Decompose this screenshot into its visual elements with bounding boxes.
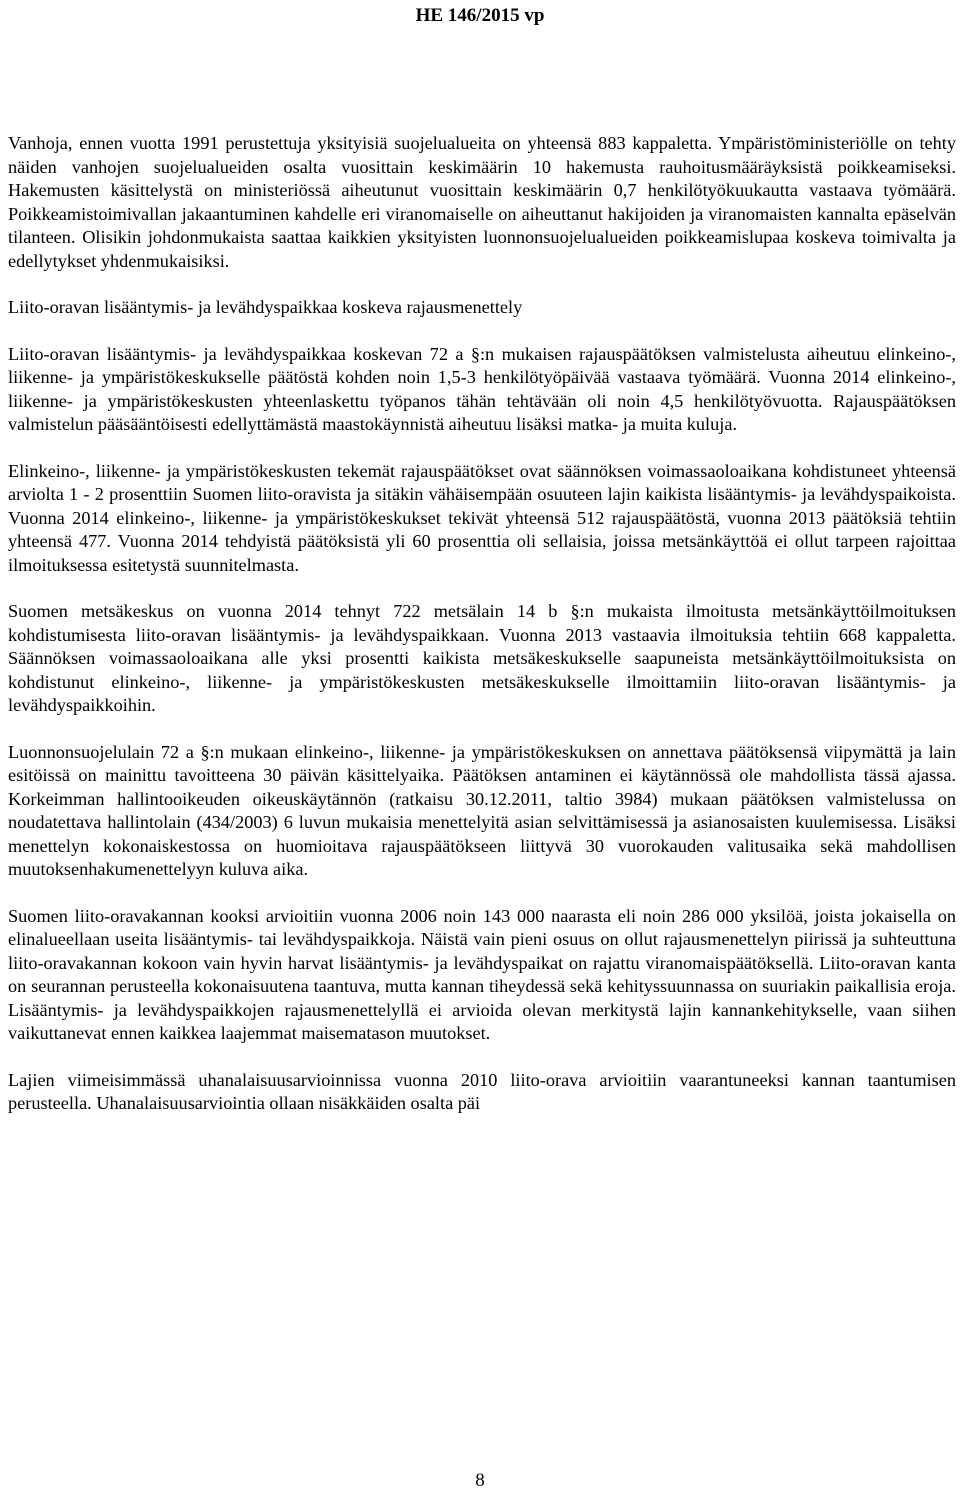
document-header: HE 146/2015 vp [415, 5, 545, 26]
paragraph-population-estimate: Suomen liito-oravakannan kooksi arvioitiin vuonna 2006 noin 143 000 naarasta eli noin 286 000 yksilöä, joista jokaisella on elinalueellaan useita lisääntymis- tai levähdyspaikkoja. Näistä vain pieni osuus on ollut rajausmenettelyn piirissä ja suhteuttuna liito-oravakannan kokoon vain hyvin harvat lisääntymis- ja levähdyspaikat on rajattu viranomaispäätöksellä. Liito-oravan kanta on seurannan perusteella kokonaisuutena taantuva, mutta kannan tiheydessä sekä kehityssuunnassa on suuriakin paikallisia eroja. Lisääntymis- ja levähdyspaikkojen rajausmenettelyllä ei arvioida olevan merkitystä lajin kannankehitykselle, vaan siihen vaikuttanevat ennen kaikkea laajemmat maisematason muutokset. [8, 905, 956, 1043]
paragraph-processing-time: Luonnonsuojelulain 72 a §:n mukaan elinkeino-, liikenne- ja ympäristökeskuksen on annettava päätöksensä viipymättä ja lain esitöissä on mainittu tavoitteena 30 päivän käsittelyaika. Päätöksen antaminen ei käytännössä ole mahdollista tässä ajassa. Korkeimman hallintooikeuden oikeuskäytännön (ratkaisu 30.12.2011, taltio 3984) mukaan päätöksen valmistelussa on noudatettava hallintolain (434/2003) 6 luvun mukaisia menettelyitä asian selvittämisessä ja asianosaisten kuulemisessa. Lisäksi menettelyn kokonaiskestossa on huomioitava rajauspäätökseen liittyvä 30 vuorokauden valitusaika sekä mahdollisen muutoksenhakumenettelyyn kuluva aika. [8, 741, 956, 879]
document-body [8, 132, 956, 1139]
section-heading-flying-squirrel: Liito-oravan lisääntymis- ja levähdyspaikkaa koskeva rajausmenettely [8, 297, 523, 317]
page-number: 8 [475, 1470, 485, 1491]
paragraph-forest-centre-notices: Suomen metsäkeskus on vuonna 2014 tehnyt 722 metsälain 14 b §:n mukaista ilmoitusta metsänkäyttöilmoituksen kohdistumisesta liito-oravan lisääntymis- ja levähdyspaikkaan. Vuonna 2013 vastaavia ilmoituksia tehtiin 668 kappaletta. Säännöksen voimassaoloaikana alle yksi prosentti kaikista metsäkeskukselle saapuneista metsänkäyttöilmoituksista on kohdistunut elinkeino-, liikenne- ja ympäristökeskusten metsäkeskukselle ilmoittamiin liito-oravan lisääntymis- ja levähdyspaikkoihin. [8, 601, 956, 715]
paragraph-red-list-assessment: Lajien viimeisimmässä uhanalaisuusarvioinnissa vuonna 2010 liito-orava arvioitiin vaarantuneeksi kannan taantumisen perusteella. Uhanalaisuusarviointia ollaan nisäkkäiden osalta päi [8, 1069, 956, 1113]
paragraph-decision-statistics: Elinkeino-, liikenne- ja ympäristökeskusten tekemät rajauspäätökset ovat säännöksen voimassaoloaikana kohdistuneet yhteensä arviolta 1 - 2 prosenttiin Suomen liito-oravista ja sitäkin vähäisempään osuuteen lajin kaikista lisääntymis- ja levähdyspaikoista. Vuonna 2014 elinkeino-, liikenne- ja ympäristökeskukset tekivät yhteensä 512 rajauspäätöstä, vuonna 2013 päätöksiä tehtiin yhteensä 477. Vuonna 2014 tehdyistä päätöksistä yli 60 prosenttia oli sellaisia, joissa metsänkäyttöä ei ollut tarpeen rajoittaa ilmoituksessa esitetystä suunnitelmasta. [8, 460, 956, 575]
paragraph-decision-workload: Liito-oravan lisääntymis- ja levähdyspaikkaa koskevan 72 a §:n mukaisen rajauspäätöksen valmistelusta aiheutuu elinkeino-, liikenne- ja ympäristökeskukselle päätöstä kohden noin 1,5-3 henkilötyöpäivää vastaava työmäärä. Vuonna 2014 elinkeino-, liikenne- ja ympäristökeskusten yhteenlaskettu työpanos tähän tehtävään oli noin 4,5 henkilötyövuotta. Rajauspäätöksen valmistelun pääsääntöisesti edellyttämästä maastokäynnistä aiheutuu lisäksi matka- ja muita kuluja. [8, 343, 956, 434]
paragraph-private-reserves: Vanhoja, ennen vuotta 1991 perustettuja yksityisiä suojelualueita on yhteensä 883 kappaletta. Ympäristöministeriölle on tehty näiden vanhojen suojelualueiden osalta vuosittain keskimäärin 10 hakemusta rauhoitusmääräyksistä poikkeamiseksi. Hakemusten käsittelystä on ministeriössä aiheutunut vuosittain keskimäärin 0,7 henkilötyökuukautta vastaava työmäärä. Poikkeamistoimivallan jakaantuminen kahdelle eri viranomaiselle on aiheuttanut hakijoiden ja viranomaisten kannalta epäselvän tilanteen. Olisikin johdonmukaista saattaa kaikkien yksityisten luonnonsuojelualueiden poikkeamislupaa koskeva toimivalta ja edellytykset yhdenmukaisiksi. [8, 133, 956, 271]
